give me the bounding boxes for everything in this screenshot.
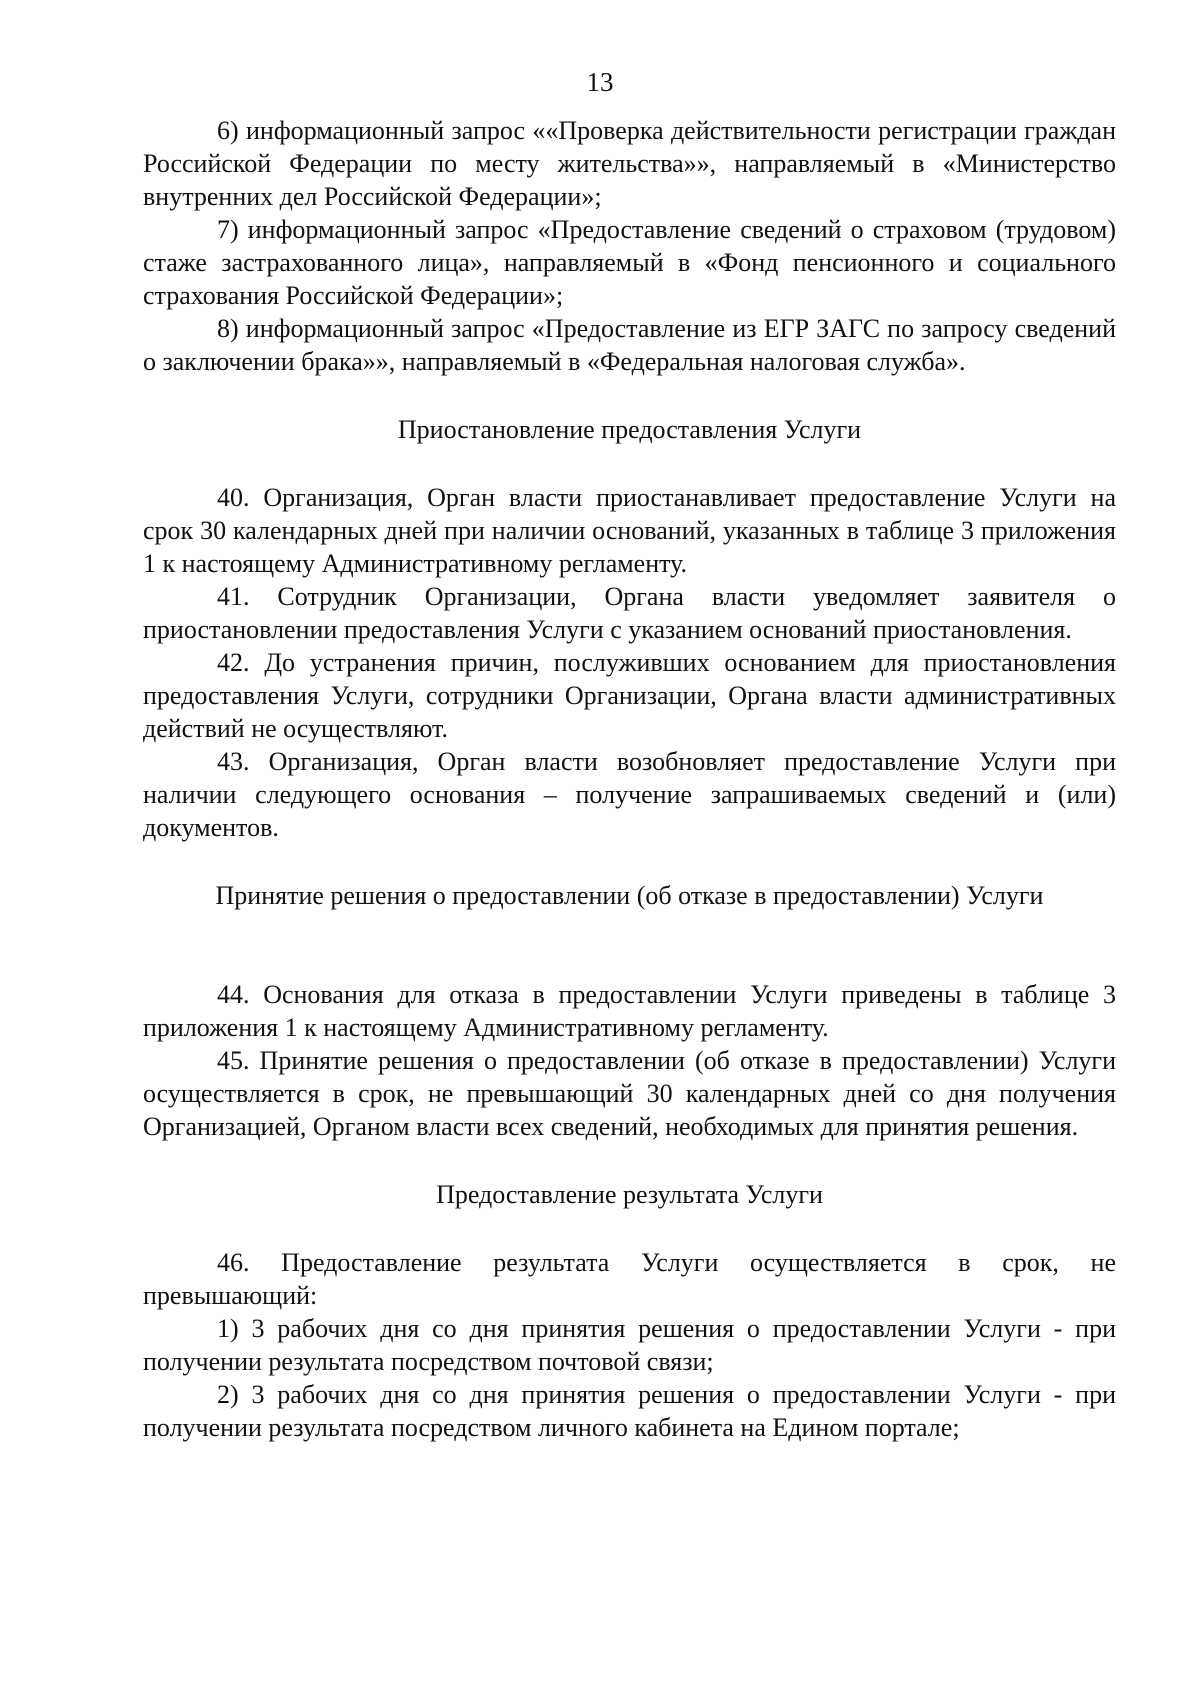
paragraph-46-item-1: 1) 3 рабочих дня со дня принятия решения о предоставлении Услуги - при получении результата посредством почтовой связи; bbox=[143, 1314, 1116, 1376]
paragraph-45: 45. Принятие решения о предоставлении (об отказе в предоставлении) Услуги осуществляется в срок, не превышающий 30 календарных дней со дня получения Организацией, Органом власти всех сведений, необходимых для принятия решения. bbox=[143, 1046, 1116, 1141]
paragraph-item-6: 6) информационный запрос ««Проверка действительности регистрации граждан Российской Федерации по месту жительства»», направляемый в «Министерство внутренних дел Российской Федерации»; bbox=[143, 116, 1116, 211]
section-heading-result: Предоставление результата Услуги bbox=[436, 1180, 823, 1209]
page-number: 13 bbox=[586, 67, 614, 97]
paragraph-46-item-2: 2) 3 рабочих дня со дня принятия решения о предоставлении Услуги - при получении результата посредством личного кабинета на Едином портале; bbox=[143, 1380, 1116, 1442]
paragraph-item-8: 8) информационный запрос «Предоставление из ЕГР ЗАГС по запросу сведений о заключении брака»», направляемый в «Федеральная налоговая служба». bbox=[143, 314, 1116, 376]
paragraph-46: 46. Предоставление результата Услуги осуществляется в срок, не превышающий: bbox=[143, 1248, 1116, 1310]
paragraph-43: 43. Организация, Орган власти возобновляет предоставление Услуги при наличии следующего основания – получение запрашиваемых сведений и (или) документов. bbox=[143, 747, 1116, 842]
paragraph-40: 40. Организация, Орган власти приостанавливает предоставление Услуги на срок 30 календарных дней при наличии оснований, указанных в таблице 3 приложения 1 к настоящему Административному регламенту. bbox=[143, 483, 1116, 578]
paragraph-item-7: 7) информационный запрос «Предоставление сведений о страховом (трудовом) стаже застрахованного лица», направляемый в «Фонд пенсионного и социального страхования Российской Федерации»; bbox=[143, 215, 1116, 310]
section-heading-suspension: Приостановление предоставления Услуги bbox=[397, 415, 862, 444]
document-body bbox=[143, 114, 1116, 1444]
paragraph-42: 42. До устранения причин, послуживших основанием для приостановления предоставления Услуги, сотрудники Организации, Органа власти административных действий не осуществляют. bbox=[143, 648, 1116, 743]
section-heading-decision: Принятие решения о предоставлении (об отказе в предоставлении) Услуги bbox=[215, 881, 1044, 910]
paragraph-41: 41. Сотрудник Организации, Органа власти уведомляет заявителя о приостановлении предоставления Услуги с указанием оснований приостановления. bbox=[143, 582, 1116, 644]
paragraph-44: 44. Основания для отказа в предоставлении Услуги приведены в таблице 3 приложения 1 к настоящему Административному регламенту. bbox=[143, 980, 1116, 1042]
